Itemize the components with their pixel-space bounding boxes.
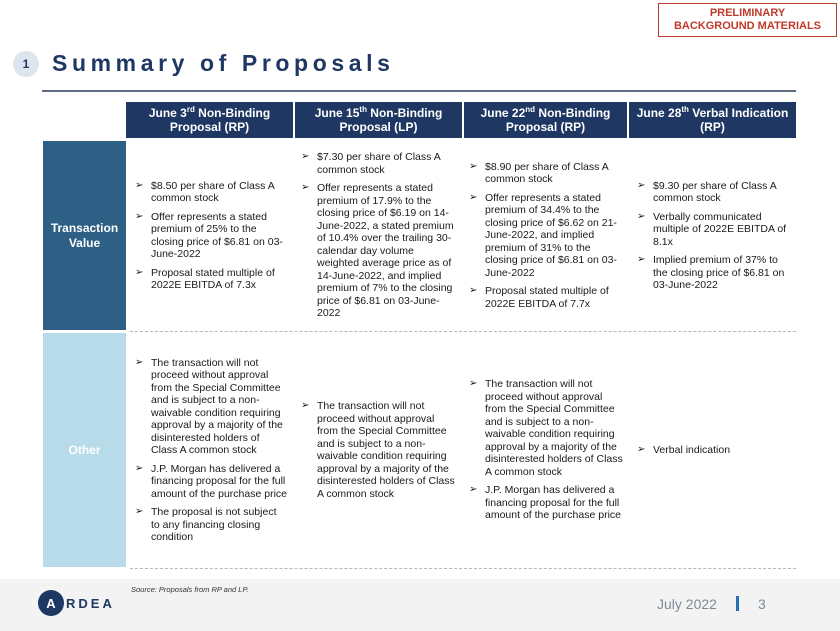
column-header-june-15 [295, 102, 462, 138]
row-label-other: Other [43, 333, 126, 567]
bullet-item: ➢ $9.30 per share of Class A common stock [637, 179, 777, 204]
bullet-item: ➢ Verbally communicated multiple of 2022E EBITDA of 8.1x [637, 210, 787, 248]
cell-other-june-28 [637, 333, 792, 567]
bullet-item: ➢ $8.50 per share of Class A common stock [135, 179, 275, 204]
arrow-bullet-icon: ➢ [469, 160, 478, 172]
column-header-line-1: June 15th Non-Binding [314, 105, 443, 120]
footer-separator [736, 596, 739, 611]
source-note: Source: Proposals from RP and LP. [131, 585, 249, 594]
bullet-item: ➢ Verbal indication [637, 443, 731, 456]
arrow-bullet-icon: ➢ [469, 484, 478, 496]
column-header-line-2: Proposal (LP) [339, 120, 418, 134]
row-label-transaction-value: Transaction Value [43, 141, 126, 330]
bullet-item: ➢ J.P. Morgan has delivered a financing proposal for the full amount of the purchase price [135, 462, 287, 500]
bullet-item: ➢ Implied premium of 37% to the closing price of $6.81 on 03-June-2022 [637, 254, 785, 291]
logo-text: RDEA [66, 595, 115, 611]
bullet-item: ➢ The transaction will not proceed without approval from the Special Committee and is subject to a non-waivable condition requiring approval by a majority of the disinterested holders of Class A common stock [135, 356, 283, 456]
arrow-bullet-icon: ➢ [135, 506, 144, 517]
footer-date: July 2022 [657, 596, 717, 612]
arrow-bullet-icon: ➢ [135, 462, 144, 474]
title-divider [42, 90, 796, 92]
column-header-line-1: June 3rd Non-Binding [148, 105, 271, 120]
arrow-bullet-icon: ➢ [469, 378, 478, 390]
page-title: Summary of Proposals [52, 50, 395, 76]
arrow-bullet-icon: ➢ [301, 400, 310, 411]
bullet-item: ➢ $7.30 per share of Class A common stock [301, 151, 441, 176]
arrow-bullet-icon: ➢ [135, 266, 144, 278]
logo-circle-icon: A [38, 590, 64, 616]
page-number: 3 [758, 596, 766, 612]
arrow-bullet-icon: ➢ [301, 151, 310, 163]
section-number-badge: 1 [13, 51, 39, 77]
column-header-june-28 [629, 102, 796, 138]
arrow-bullet-icon: ➢ [637, 443, 646, 455]
arrow-bullet-icon: ➢ [637, 179, 646, 191]
bullet-item: ➢ The transaction will not proceed without approval from the Special Committee and is subject to a non-waivable condition requiring approval by a majority of the disinterested holders of Class A common stock [301, 400, 455, 500]
cell-other-june-22 [469, 333, 623, 567]
bullet-item: ➢ Offer represents a stated premium of 34.4% to the closing price of $6.62 on 21-June-2022, and implied premium of 31% to the closing price of $6.81 on 03-June-2022 [469, 191, 617, 279]
column-header-june-22 [464, 102, 627, 138]
ardea-logo [38, 590, 115, 616]
column-header-line-2: Proposal (RP) [505, 120, 586, 134]
bullet-item: ➢ Proposal stated multiple of 2022E EBITDA of 7.3x [135, 266, 275, 291]
column-header-line-2: Proposal (RP) [169, 120, 250, 134]
arrow-bullet-icon: ➢ [135, 210, 144, 222]
bullet-item: ➢ The proposal is not subject to any financing closing condition [135, 506, 277, 543]
bullet-item: ➢ Proposal stated multiple of 2022E EBITDA of 7.7x [469, 285, 609, 310]
arrow-bullet-icon: ➢ [469, 191, 478, 203]
arrow-bullet-icon: ➢ [469, 285, 478, 297]
arrow-bullet-icon: ➢ [637, 254, 646, 265]
stamp-line-2: BACKGROUND MATERIALS [673, 20, 822, 32]
bullet-item: ➢ The transaction will not proceed without approval from the Special Committee and is subject to a non-waivable condition requiring approval by a majority of the disinterested holders of Class A common stock [469, 378, 623, 478]
bullet-item: ➢ J.P. Morgan has delivered a financing proposal for the full amount of the purchase price [469, 484, 621, 522]
bullet-item: ➢ Offer represents a stated premium of 17.9% to the closing price of $6.19 on 14-June-2022, a stated premium of 10.4% over the trailing 30-calendar day volume weighted average price as of 14-June-2022, and implied premium of 7% to the closing price of $6.81 on 03-June-2022 [301, 182, 454, 320]
bullet-item: ➢ $8.90 per share of Class A common stock [469, 160, 609, 186]
stamp-line-1: PRELIMINARY [709, 7, 786, 19]
row-divider [130, 331, 796, 332]
column-header-line-2: (RP) [700, 120, 725, 134]
column-header-line-1: June 22nd Non-Binding [480, 105, 611, 120]
cell-transaction-value-june-15 [301, 141, 456, 330]
cell-transaction-value-june-22 [469, 141, 623, 330]
bullet-item: ➢ Offer represents a stated premium of 25% to the closing price of $6.81 on 03-June-2022 [135, 210, 283, 260]
column-header-june-3 [126, 102, 293, 138]
arrow-bullet-icon: ➢ [637, 210, 646, 222]
table-bottom-divider [130, 568, 796, 569]
preliminary-stamp [658, 3, 837, 37]
arrow-bullet-icon: ➢ [135, 179, 144, 191]
cell-other-june-3 [135, 333, 287, 567]
cell-other-june-15 [301, 333, 456, 567]
arrow-bullet-icon: ➢ [301, 182, 310, 194]
cell-transaction-value-june-3 [135, 141, 287, 330]
cell-transaction-value-june-28 [637, 141, 792, 330]
column-header-line-1: June 28th Verbal Indication [636, 105, 789, 120]
arrow-bullet-icon: ➢ [135, 356, 144, 368]
